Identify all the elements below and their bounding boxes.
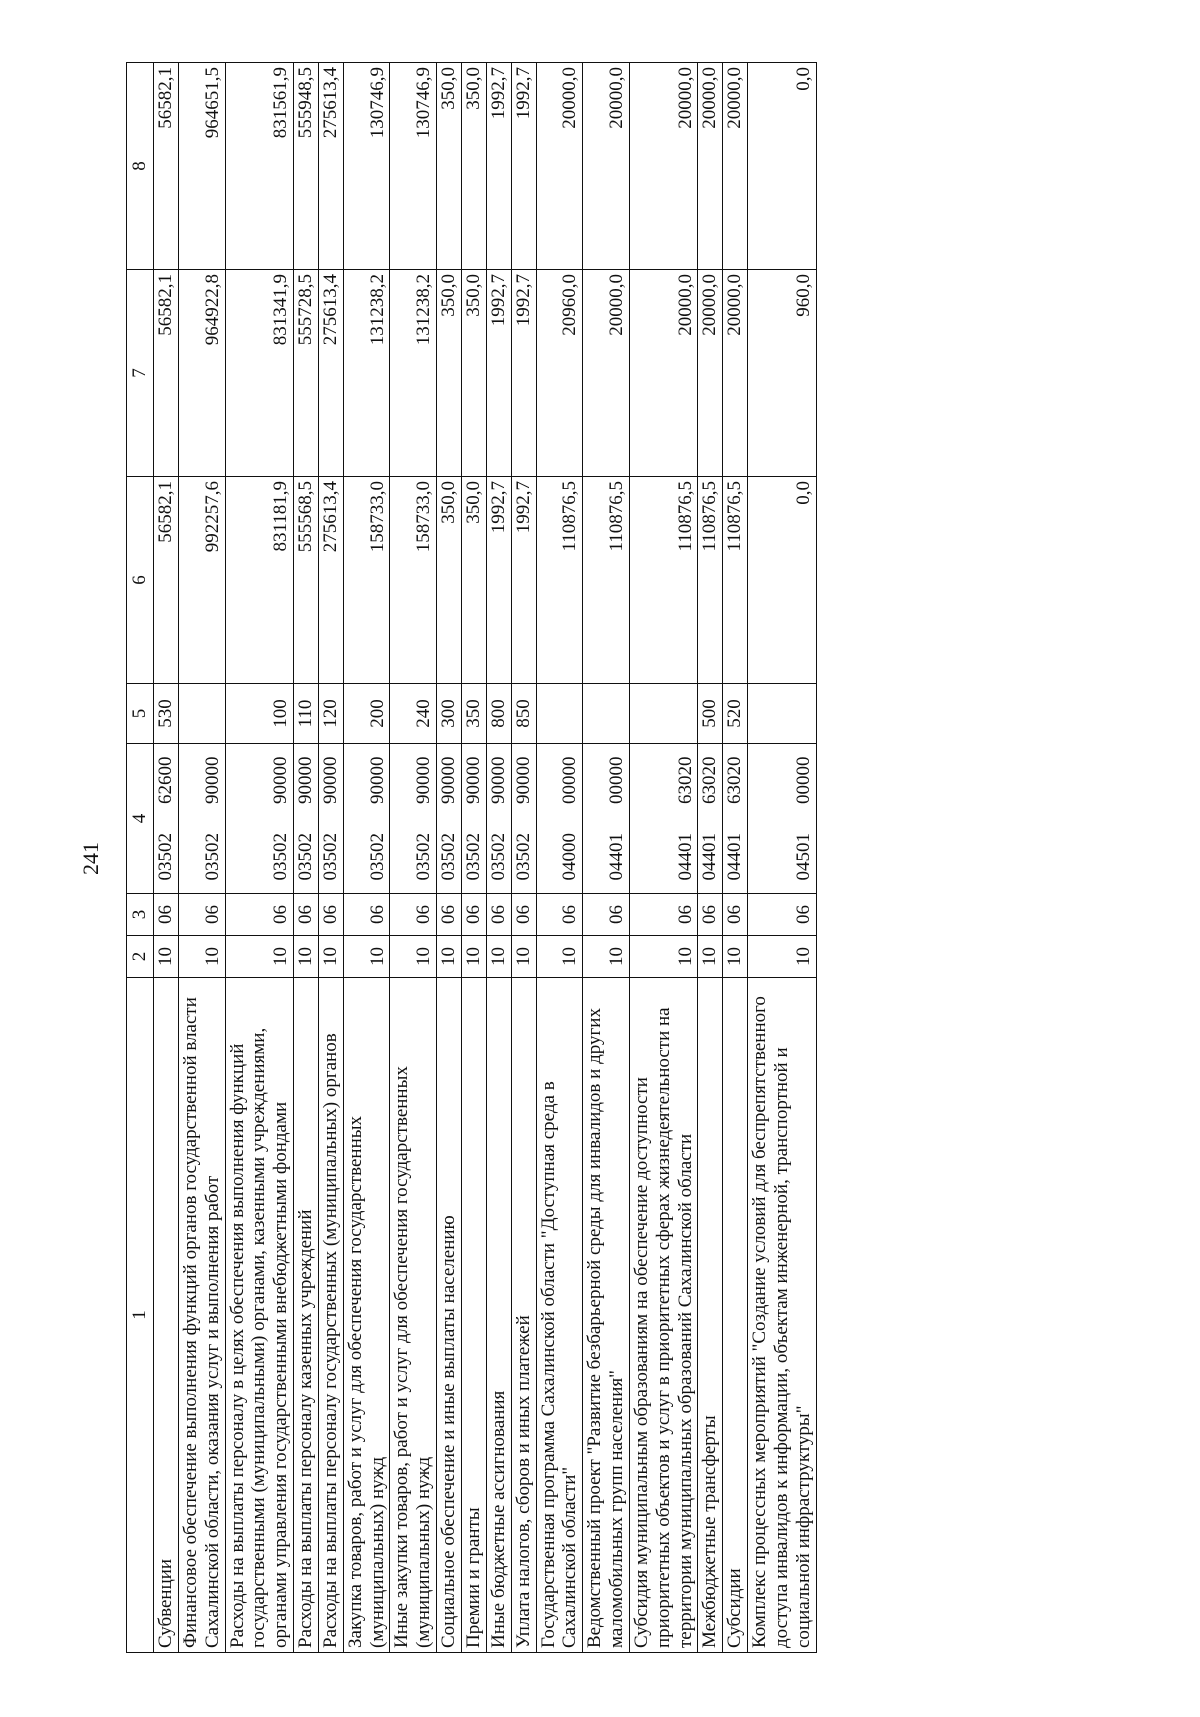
amount-col7-cell: 20000,0	[583, 270, 630, 477]
expense-type-cell: 240	[390, 684, 437, 744]
target-article-program: 03502	[512, 833, 534, 881]
amount-col8-cell: 56582,1	[154, 63, 179, 270]
amount-col8-cell: 831561,9	[225, 63, 294, 270]
subsection-code-cell: 06	[437, 894, 462, 936]
table-row	[583, 63, 630, 1653]
row-name-cell: Премии и гранты	[461, 978, 486, 1653]
amount-col7-cell: 20960,0	[536, 270, 583, 477]
row-name-cell: Иные закупки товаров, работ и услуг для обеспечения государственных (муниципальных) нужд	[390, 978, 437, 1653]
subsection-code-cell: 06	[294, 894, 319, 936]
table-row	[390, 63, 437, 1653]
expense-type-cell: 520	[723, 684, 748, 744]
expense-type-cell: 120	[318, 684, 343, 744]
target-article-direction: 63020	[674, 756, 696, 804]
row-name-cell: Межбюджетные трансферты	[698, 978, 723, 1653]
table-row	[536, 63, 583, 1653]
target-article-program: 03502	[155, 833, 176, 881]
table-row	[723, 63, 748, 1653]
target-article-program: 04401	[674, 833, 696, 881]
section-code-cell: 10	[390, 936, 437, 978]
header-cell: 4	[127, 744, 154, 894]
target-article-cell	[536, 744, 583, 894]
section-code-cell: 10	[723, 936, 748, 978]
amount-col6-cell: 555568,5	[294, 477, 319, 684]
amount-col6-cell: 1992,7	[511, 477, 536, 684]
amount-col7-cell: 350,0	[461, 270, 486, 477]
amount-col8-cell: 0,0	[748, 63, 817, 270]
expense-type-cell	[583, 684, 630, 744]
expense-type-cell	[748, 684, 817, 744]
expense-type-cell: 530	[154, 684, 179, 744]
target-article-cell	[583, 744, 630, 894]
target-article-program: 04401	[724, 833, 746, 881]
section-code-cell: 10	[343, 936, 390, 978]
amount-col6-cell: 110876,5	[536, 477, 583, 684]
target-article-cell	[437, 744, 462, 894]
section-code-cell: 10	[629, 936, 698, 978]
table-row	[437, 63, 462, 1653]
subsection-code-cell: 06	[486, 894, 511, 936]
amount-col8-cell: 20000,0	[536, 63, 583, 270]
amount-col6-cell: 158733,0	[390, 477, 437, 684]
subsection-code-cell: 06	[225, 894, 294, 936]
target-article-cell	[390, 744, 437, 894]
amount-col7-cell: 960,0	[748, 270, 817, 477]
target-article-program: 03502	[487, 833, 509, 881]
amount-col6-cell: 110876,5	[698, 477, 723, 684]
header-cell: 8	[127, 63, 154, 270]
table-row	[629, 63, 698, 1653]
row-name-cell: Закупка товаров, работ и услуг для обеспечения государственных (муниципальных) нужд	[343, 978, 390, 1653]
row-name-cell: Государственная программа Сахалинской области "Доступная среда в Сахалинской области"	[536, 978, 583, 1653]
subsection-code-cell: 06	[178, 894, 225, 936]
target-article-direction: 90000	[512, 756, 534, 804]
subsection-code-cell: 06	[723, 894, 748, 936]
subsection-code-cell: 06	[583, 894, 630, 936]
row-name-cell: Субсидии	[723, 978, 748, 1653]
expense-type-cell	[536, 684, 583, 744]
table-row	[486, 63, 511, 1653]
target-article-cell	[225, 744, 294, 894]
amount-col8-cell: 1992,7	[511, 63, 536, 270]
table-row	[698, 63, 723, 1653]
section-code-cell: 10	[486, 936, 511, 978]
target-article-direction: 63020	[724, 756, 746, 804]
amount-col7-cell: 831341,9	[225, 270, 294, 477]
target-article-program: 03502	[270, 833, 292, 881]
expense-type-cell: 110	[294, 684, 319, 744]
amount-col6-cell: 0,0	[748, 477, 817, 684]
target-article-program: 03502	[413, 833, 435, 881]
target-article-cell	[294, 744, 319, 894]
section-code-cell: 10	[536, 936, 583, 978]
section-code-cell: 10	[748, 936, 817, 978]
amount-col6-cell: 110876,5	[629, 477, 698, 684]
row-name-cell: Ведомственный проект "Развитие безбарьерной среды для инвалидов и других маломобильных групп населения"	[583, 978, 630, 1653]
subsection-code-cell: 06	[511, 894, 536, 936]
row-name-cell: Финансовое обеспечение выполнения функций органов государственной власти Сахалинской области, оказания услуг и выполнения работ	[178, 978, 225, 1653]
amount-col7-cell: 20000,0	[723, 270, 748, 477]
target-article-direction: 63020	[699, 756, 721, 804]
amount-col7-cell: 20000,0	[698, 270, 723, 477]
subsection-code-cell: 06	[343, 894, 390, 936]
target-article-direction: 90000	[413, 756, 435, 804]
row-name-cell: Субвенции	[154, 978, 179, 1653]
expense-type-cell	[178, 684, 225, 744]
target-article-cell	[748, 744, 817, 894]
amount-col8-cell: 20000,0	[583, 63, 630, 270]
header-cell: 5	[127, 684, 154, 744]
target-article-program: 03502	[366, 833, 388, 881]
amount-col7-cell: 555728,5	[294, 270, 319, 477]
section-code-cell: 10	[225, 936, 294, 978]
subsection-code-cell: 06	[461, 894, 486, 936]
target-article-cell	[154, 744, 179, 894]
target-article-direction: 90000	[438, 756, 460, 804]
target-article-cell	[343, 744, 390, 894]
amount-col6-cell: 350,0	[461, 477, 486, 684]
section-code-cell: 10	[461, 936, 486, 978]
amount-col8-cell: 350,0	[461, 63, 486, 270]
subsection-code-cell: 06	[318, 894, 343, 936]
amount-col8-cell: 130746,9	[343, 63, 390, 270]
amount-col8-cell: 20000,0	[698, 63, 723, 270]
target-article-direction: 62600	[155, 756, 176, 804]
subsection-code-cell: 06	[748, 894, 817, 936]
amount-col8-cell: 555948,5	[294, 63, 319, 270]
expense-type-cell: 800	[486, 684, 511, 744]
section-code-cell: 10	[318, 936, 343, 978]
section-code-cell: 10	[437, 936, 462, 978]
amount-col7-cell: 131238,2	[390, 270, 437, 477]
target-article-program: 04000	[559, 833, 581, 881]
target-article-direction: 00000	[606, 756, 628, 804]
amount-col8-cell: 130746,9	[390, 63, 437, 270]
table-row	[154, 63, 179, 1653]
subsection-code-cell: 06	[698, 894, 723, 936]
target-article-program: 03502	[319, 833, 341, 881]
target-article-cell	[486, 744, 511, 894]
section-code-cell: 10	[583, 936, 630, 978]
target-article-program: 04501	[792, 833, 814, 881]
header-cell: 6	[127, 477, 154, 684]
expense-type-cell: 300	[437, 684, 462, 744]
row-name-cell: Социальное обеспечение и иные выплаты населению	[437, 978, 462, 1653]
amount-col6-cell: 350,0	[437, 477, 462, 684]
amount-col6-cell: 56582,1	[154, 477, 179, 684]
amount-col7-cell: 1992,7	[511, 270, 536, 477]
target-article-direction: 90000	[270, 756, 292, 804]
section-code-cell: 10	[698, 936, 723, 978]
page-number: 241	[78, 842, 103, 875]
amount-col6-cell: 275613,4	[318, 477, 343, 684]
amount-col7-cell: 275613,4	[318, 270, 343, 477]
target-article-program: 04401	[606, 833, 628, 881]
expense-type-cell: 500	[698, 684, 723, 744]
target-article-cell	[178, 744, 225, 894]
amount-col6-cell: 831181,9	[225, 477, 294, 684]
target-article-program: 03502	[201, 833, 223, 881]
header-row	[127, 63, 154, 1653]
table-row	[294, 63, 319, 1653]
expense-type-cell: 200	[343, 684, 390, 744]
amount-col7-cell: 964922,8	[178, 270, 225, 477]
target-article-direction: 90000	[487, 756, 509, 804]
header-cell: 2	[127, 936, 154, 978]
expense-type-cell: 100	[225, 684, 294, 744]
target-article-program: 03502	[462, 833, 484, 881]
target-article-cell	[511, 744, 536, 894]
section-code-cell: 10	[294, 936, 319, 978]
amount-col6-cell: 1992,7	[486, 477, 511, 684]
target-article-direction: 90000	[319, 756, 341, 804]
table-row	[511, 63, 536, 1653]
budget-table	[126, 62, 817, 1653]
amount-col7-cell: 350,0	[437, 270, 462, 477]
table-row	[318, 63, 343, 1653]
target-article-direction: 00000	[792, 756, 814, 804]
section-code-cell: 10	[178, 936, 225, 978]
amount-col6-cell: 992257,6	[178, 477, 225, 684]
header-cell: 7	[127, 270, 154, 477]
subsection-code-cell: 06	[536, 894, 583, 936]
target-article-direction: 00000	[559, 756, 581, 804]
amount-col7-cell: 1992,7	[486, 270, 511, 477]
table-row	[461, 63, 486, 1653]
target-article-direction: 90000	[295, 756, 317, 804]
table-row	[343, 63, 390, 1653]
row-name-cell: Субсидия муниципальным образованиям на обеспечение доступности приоритетных объектов и услуг в приоритетных сферах жизнедеятельности на территории муниципальных образований Сахалинской области	[629, 978, 698, 1653]
amount-col8-cell: 275613,4	[318, 63, 343, 270]
table-row	[225, 63, 294, 1653]
target-article-cell	[461, 744, 486, 894]
target-article-direction: 90000	[462, 756, 484, 804]
amount-col8-cell: 20000,0	[629, 63, 698, 270]
header-cell: 1	[127, 978, 154, 1653]
table-row	[178, 63, 225, 1653]
expense-type-cell: 350	[461, 684, 486, 744]
target-article-cell	[318, 744, 343, 894]
amount-col7-cell: 56582,1	[154, 270, 179, 477]
table-row	[748, 63, 817, 1653]
target-article-cell	[698, 744, 723, 894]
target-article-program: 03502	[438, 833, 460, 881]
amount-col7-cell: 20000,0	[629, 270, 698, 477]
amount-col8-cell: 964651,5	[178, 63, 225, 270]
subsection-code-cell: 06	[390, 894, 437, 936]
target-article-cell	[629, 744, 698, 894]
subsection-code-cell: 06	[154, 894, 179, 936]
row-name-cell: Расходы на выплаты персоналу казенных учреждений	[294, 978, 319, 1653]
target-article-program: 03502	[295, 833, 317, 881]
target-article-direction: 90000	[201, 756, 223, 804]
row-name-cell: Расходы на выплаты персоналу в целях обеспечения выполнения функций государственными (муниципальными) органами, казенными учреждениями, органами управления государственными внебюджетными фондами	[225, 978, 294, 1653]
row-name-cell: Иные бюджетные ассигнования	[486, 978, 511, 1653]
target-article-cell	[723, 744, 748, 894]
amount-col7-cell: 131238,2	[343, 270, 390, 477]
amount-col6-cell: 110876,5	[723, 477, 748, 684]
row-name-cell: Уплата налогов, сборов и иных платежей	[511, 978, 536, 1653]
section-code-cell: 10	[511, 936, 536, 978]
amount-col8-cell: 20000,0	[723, 63, 748, 270]
header-cell: 3	[127, 894, 154, 936]
section-code-cell: 10	[154, 936, 179, 978]
expense-type-cell	[629, 684, 698, 744]
row-name-cell: Комплекс процессных мероприятий "Создание условий для беспрепятственного доступа инвалидов к информации, объектам инженерной, транспортной и социальной инфраструктуры"	[748, 978, 817, 1653]
subsection-code-cell: 06	[629, 894, 698, 936]
expense-type-cell: 850	[511, 684, 536, 744]
amount-col6-cell: 110876,5	[583, 477, 630, 684]
target-article-direction: 90000	[366, 756, 388, 804]
amount-col8-cell: 350,0	[437, 63, 462, 270]
target-article-program: 04401	[699, 833, 721, 881]
amount-col6-cell: 158733,0	[343, 477, 390, 684]
row-name-cell: Расходы на выплаты персоналу государственных (муниципальных) органов	[318, 978, 343, 1653]
amount-col8-cell: 1992,7	[486, 63, 511, 270]
